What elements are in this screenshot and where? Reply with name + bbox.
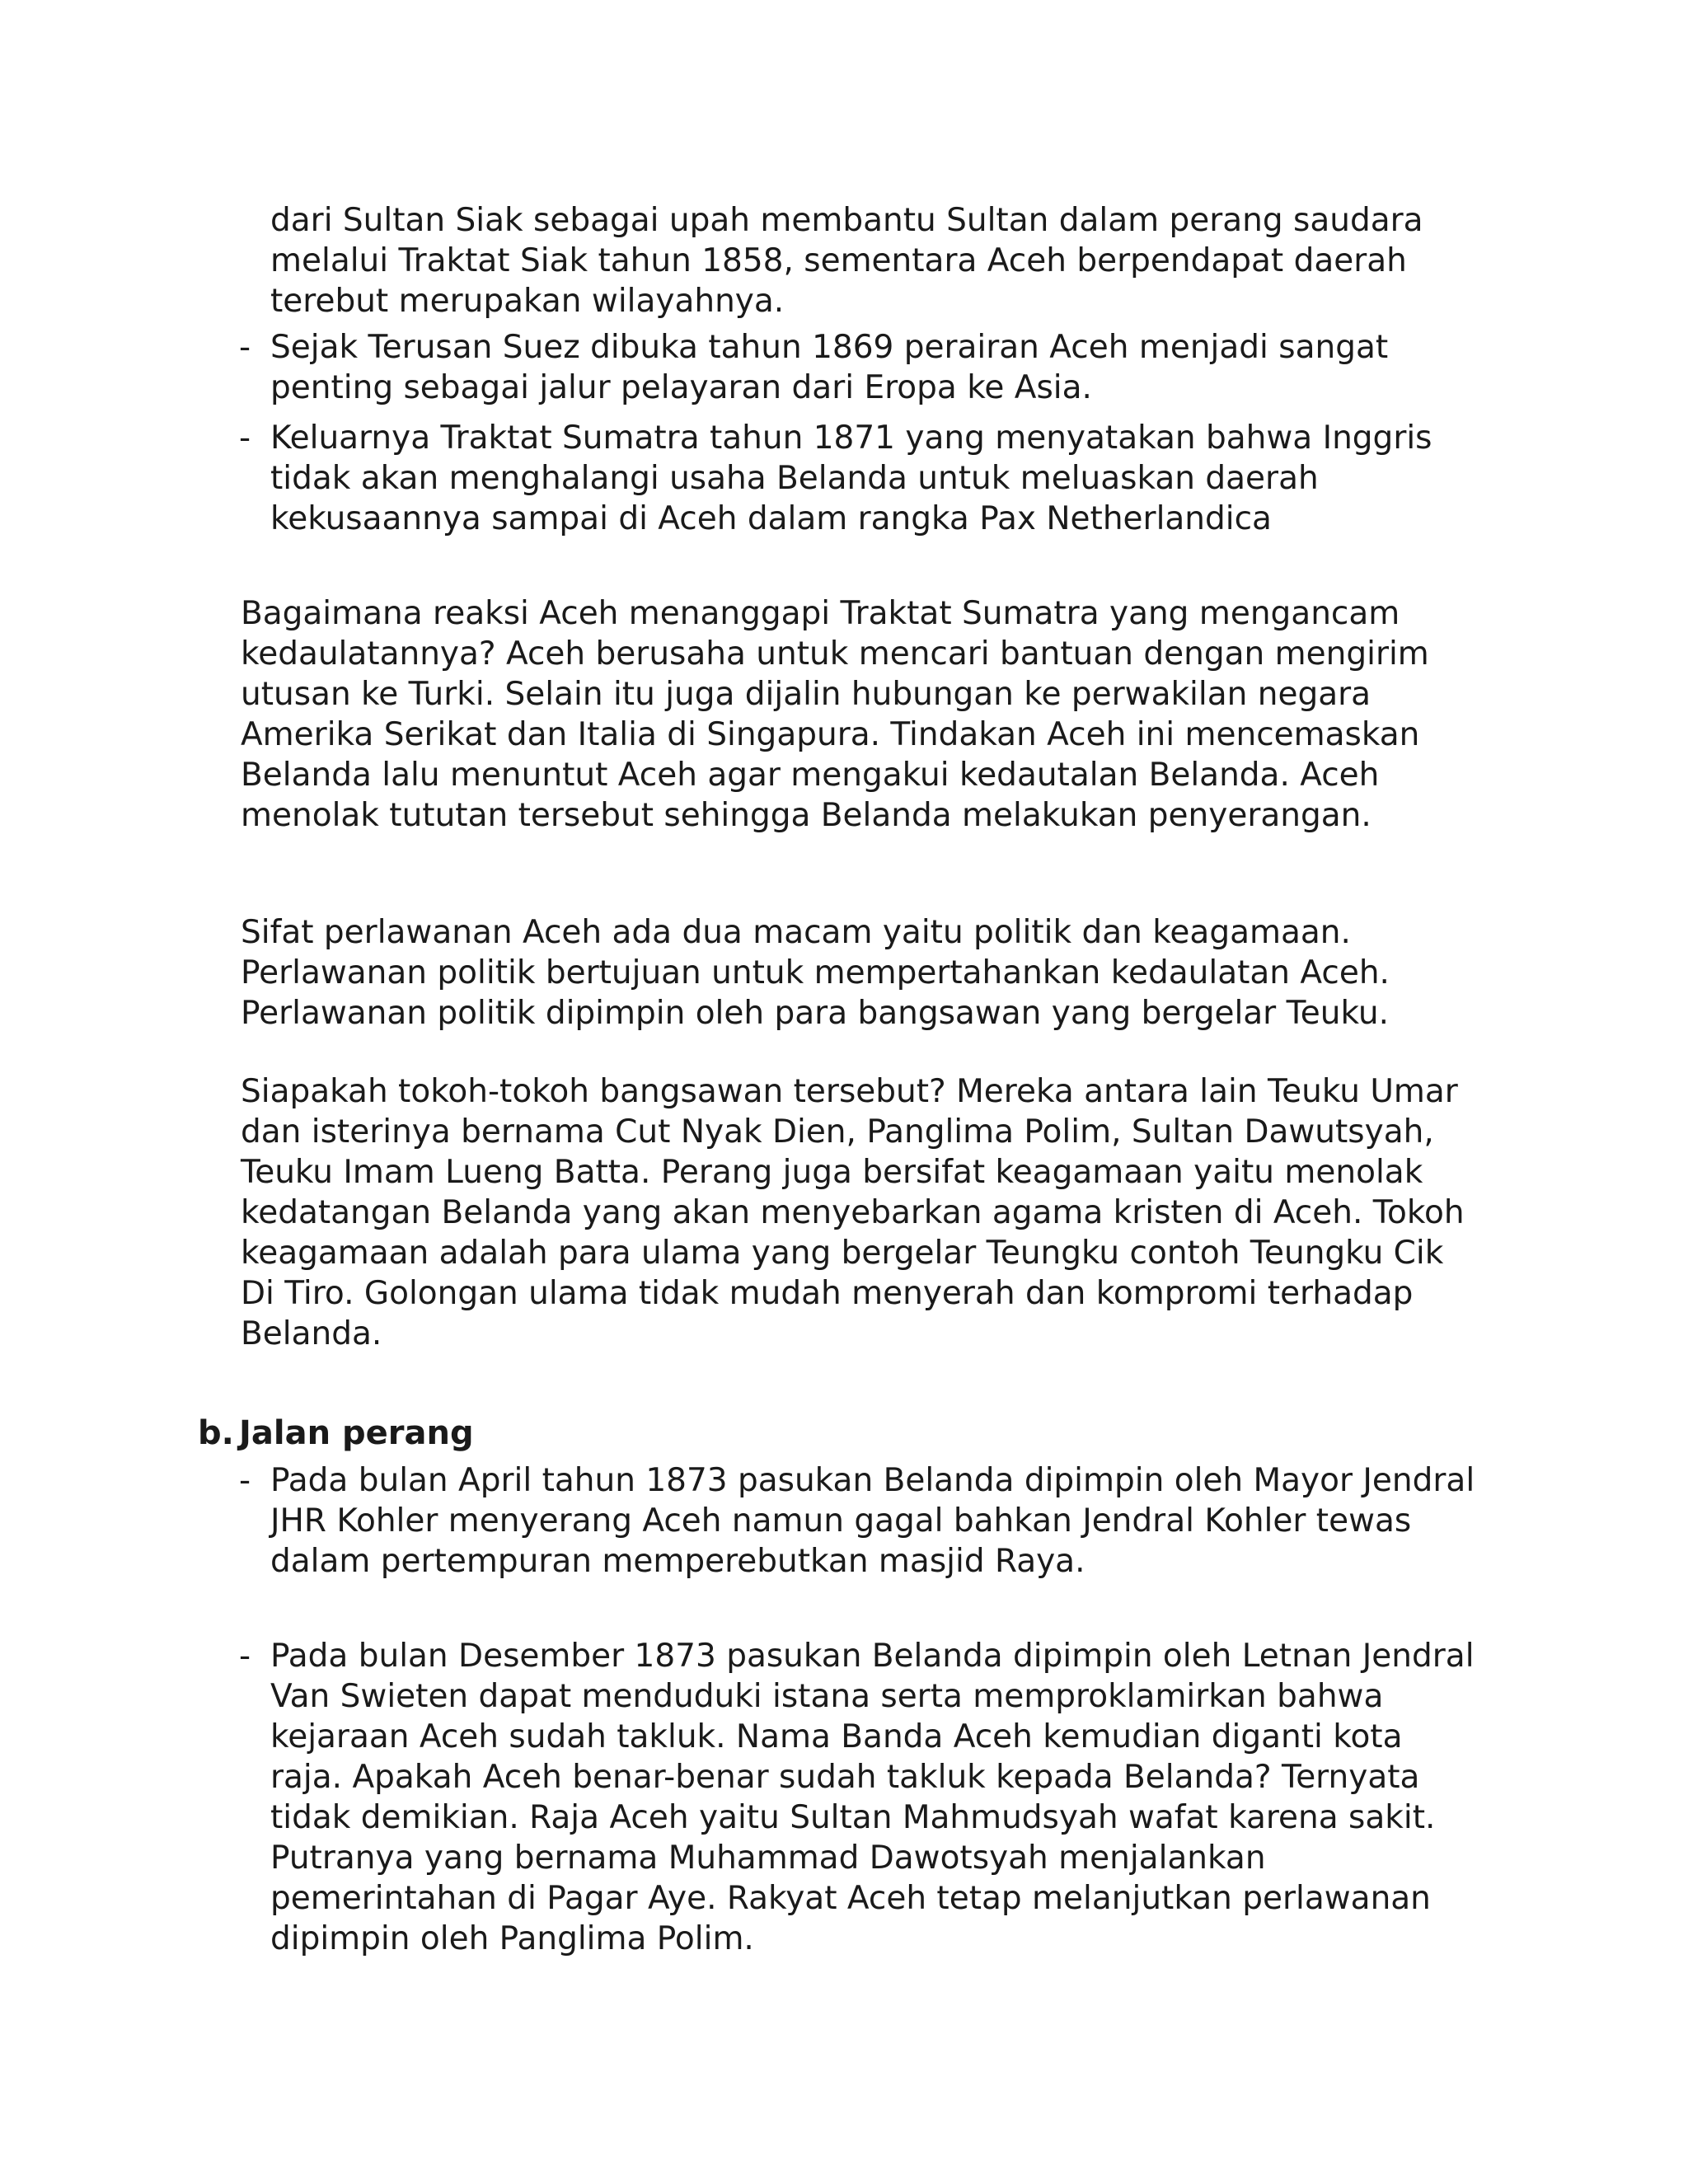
- bullet-text: Sejak Terusan Suez dibuka tahun 1869 perairan Aceh menjadi sangat penting sebagai jalur pelayaran dari Eropa ke Asia.: [270, 329, 1389, 406]
- bullet-text: Pada bulan Desember 1873 pasukan Belanda dipimpin oleh Letnan Jendral Van Swieten dapat menduduki istana serta memproklamirkan bahwa kejaraan Aceh sudah takluk. Nama Banda Aceh kemudian diganti kota raja. Apakah Aceh benar-benar sudah takluk kepada Belanda? Ternyata tidak demikian. Raja Aceh yaitu Sultan Mahmudsyah wafat karena sakit. Putranya yang bernama Muhammad Dawotsyah menjalankan pemerintahan di Pagar Aye. Rakyat Aceh tetap melanjutkan perlawanan dipimpin oleh Panglima Polim.: [270, 1638, 1475, 1957]
- bullet-dash: -: [239, 329, 251, 366]
- section-heading-jalan-perang: [198, 1413, 474, 1454]
- bullet-item-desember-1873: [239, 1636, 1475, 1959]
- bullet-dash: -: [239, 1462, 251, 1499]
- bullet-text: Keluarnya Traktat Sumatra tahun 1871 yang menyatakan bahwa Inggris tidak akan menghalangi usaha Belanda untuk meluaskan daerah kekusaannya sampai di Aceh dalam rangka Pax Netherlandica: [270, 419, 1432, 537]
- paragraph-sifat-perlawanan: Sifat perlawanan Aceh ada dua macam yaitu politik dan keagamaan. Perlawanan politik bertujuan untuk mempertahankan kedaulatan Aceh. Perlawanan politik dipimpin oleh para bangsawan yang bergelar Teuku.: [241, 914, 1390, 1032]
- paragraph-reaksi-aceh: Bagaimana reaksi Aceh menanggapi Traktat Sumatra yang mengancam kedaulatannya? Aceh berusaha untuk mencari bantuan dengan mengirim utusan ke Turki. Selain itu juga dijalin hubungan ke perwakilan negara Amerika Serikat dan Italia di Singapura. Tindakan Aceh ini mencemaskan Belanda lalu menuntut Aceh agar mengakui kedautalan Belanda. Aceh menolak tututan tersebut sehingga Belanda melakukan penyerangan.: [241, 595, 1429, 834]
- section-marker: b.: [198, 1414, 234, 1452]
- section-title: Jalan perang: [239, 1414, 474, 1452]
- bullet-item-april-1873: [239, 1460, 1475, 1582]
- continuation-paragraph: dari Sultan Siak sebagai upah membantu Sultan dalam perang saudara melalui Traktat Siak tahun 1858, sementara Aceh berpendapat daerah terebut merupakan wilayahnya.: [270, 202, 1423, 320]
- bullet-item-traktat-sumatra: [239, 418, 1475, 539]
- paragraph-tokoh-bangsawan: Siapakah tokoh-tokoh bangsawan tersebut? Mereka antara lain Teuku Umar dan isterinya bernama Cut Nyak Dien, Panglima Polim, Sultan Dawutsyah, Teuku Imam Lueng Batta. Perang juga bersifat keagamaan yaitu menolak kedatangan Belanda yang akan menyebarkan agama kristen di Aceh. Tokoh keagamaan adalah para ulama yang bergelar Teungku contoh Teungku Cik Di Tiro. Golongan ulama tidak mudah menyerah dan kompromi terhadap Belanda.: [241, 1073, 1465, 1352]
- bullet-dash: -: [239, 419, 251, 457]
- bullet-text: Pada bulan April tahun 1873 pasukan Belanda dipimpin oleh Mayor Jendral JHR Kohler menyerang Aceh namun gagal bahkan Jendral Kohler tewas dalam pertempuran memperebutkan masjid Raya.: [270, 1462, 1475, 1580]
- bullet-item-suez: [239, 327, 1475, 408]
- bullet-dash: -: [239, 1638, 251, 1675]
